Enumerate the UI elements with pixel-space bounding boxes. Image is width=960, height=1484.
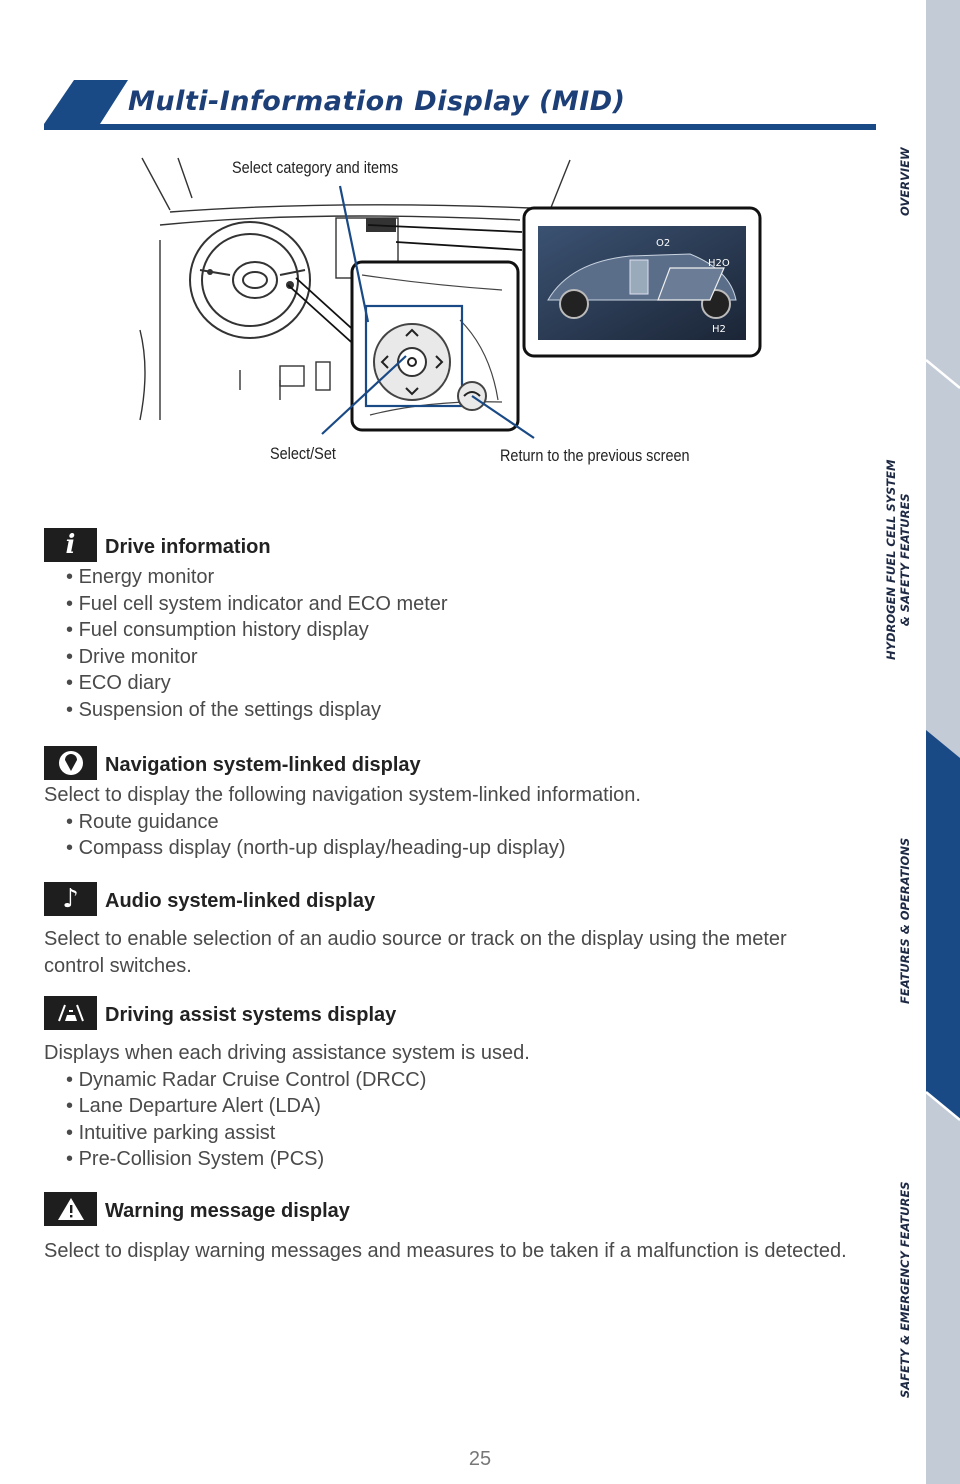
- screen-label-h2: H2: [712, 324, 726, 335]
- music-note-icon: ♪: [44, 882, 97, 916]
- section-title: Navigation system-linked display: [105, 754, 421, 776]
- section-driving-assist: [44, 996, 864, 1173]
- tab-label: HYDROGEN FUEL CELL SYSTEM: [884, 459, 898, 660]
- callout-select-category: Select category and items: [232, 158, 399, 177]
- page-title: Multi-Information Display (MID): [128, 86, 626, 117]
- list-item: • Fuel cell system indicator and ECO meter: [66, 591, 864, 618]
- callout-return: Return to the previous screen: [500, 446, 690, 465]
- navigation-pin-icon: [44, 746, 97, 780]
- page-number: 25: [468, 1448, 492, 1470]
- tab-safety-emergency[interactable]: [898, 1182, 912, 1399]
- section-drive-information: [44, 528, 864, 724]
- info-icon: i: [44, 528, 97, 562]
- list-item: • Compass display (north-up display/heading-up display): [66, 835, 864, 862]
- tab-label: FEATURES & OPERATIONS: [898, 837, 912, 1004]
- list-item: • Dynamic Radar Cruise Control (DRCC): [66, 1067, 864, 1094]
- tab-hydrogen[interactable]: [884, 460, 912, 660]
- mid-diagram: [130, 150, 770, 480]
- list-item: • Pre-Collision System (PCS): [66, 1146, 864, 1173]
- section-title: Warning message display: [105, 1200, 350, 1222]
- screen-label-o2: O2: [656, 238, 671, 249]
- section-navigation: [44, 746, 864, 862]
- bullet-list: [44, 564, 864, 724]
- chapter-sidebar: [926, 0, 960, 1484]
- list-item: • Route guidance: [66, 809, 864, 836]
- driving-assist-icon: [44, 996, 97, 1030]
- callout-select-set: Select/Set: [270, 444, 336, 463]
- list-item: • Fuel consumption history display: [66, 617, 864, 644]
- tab-label: OVERVIEW: [898, 147, 912, 216]
- list-item: • Energy monitor: [66, 564, 864, 591]
- section-body: Select to display warning messages and measures to be taken if a malfunction is detected.: [44, 1240, 847, 1262]
- section-intro: Displays when each driving assistance system is used.: [44, 1042, 530, 1064]
- section-warning: [44, 1192, 864, 1265]
- list-item: • Intuitive parking assist: [66, 1120, 864, 1147]
- tab-label: & SAFETY FEATURES: [898, 493, 912, 627]
- list-item: • Drive monitor: [66, 644, 864, 671]
- screen-label-h2o: H2O: [708, 258, 730, 269]
- warning-triangle-icon: [44, 1192, 97, 1226]
- list-item: • Suspension of the settings display: [66, 697, 864, 724]
- section-body: Select to enable selection of an audio source or track on the display using the meter control switches.: [44, 928, 787, 977]
- section-title: Audio system-linked display: [105, 890, 376, 912]
- bullet-list: [44, 809, 864, 862]
- section-title: Drive information: [105, 536, 271, 558]
- tab-label: SAFETY & EMERGENCY FEATURES: [898, 1181, 912, 1398]
- list-item: • Lane Departure Alert (LDA): [66, 1093, 864, 1120]
- section-title: Driving assist systems display: [105, 1004, 397, 1026]
- section-intro: Select to display the following navigation system-linked information.: [44, 784, 641, 806]
- list-item: • ECO diary: [66, 670, 864, 697]
- bullet-list: [44, 1067, 864, 1173]
- section-audio: [44, 882, 864, 979]
- tab-features-operations[interactable]: [898, 838, 912, 1004]
